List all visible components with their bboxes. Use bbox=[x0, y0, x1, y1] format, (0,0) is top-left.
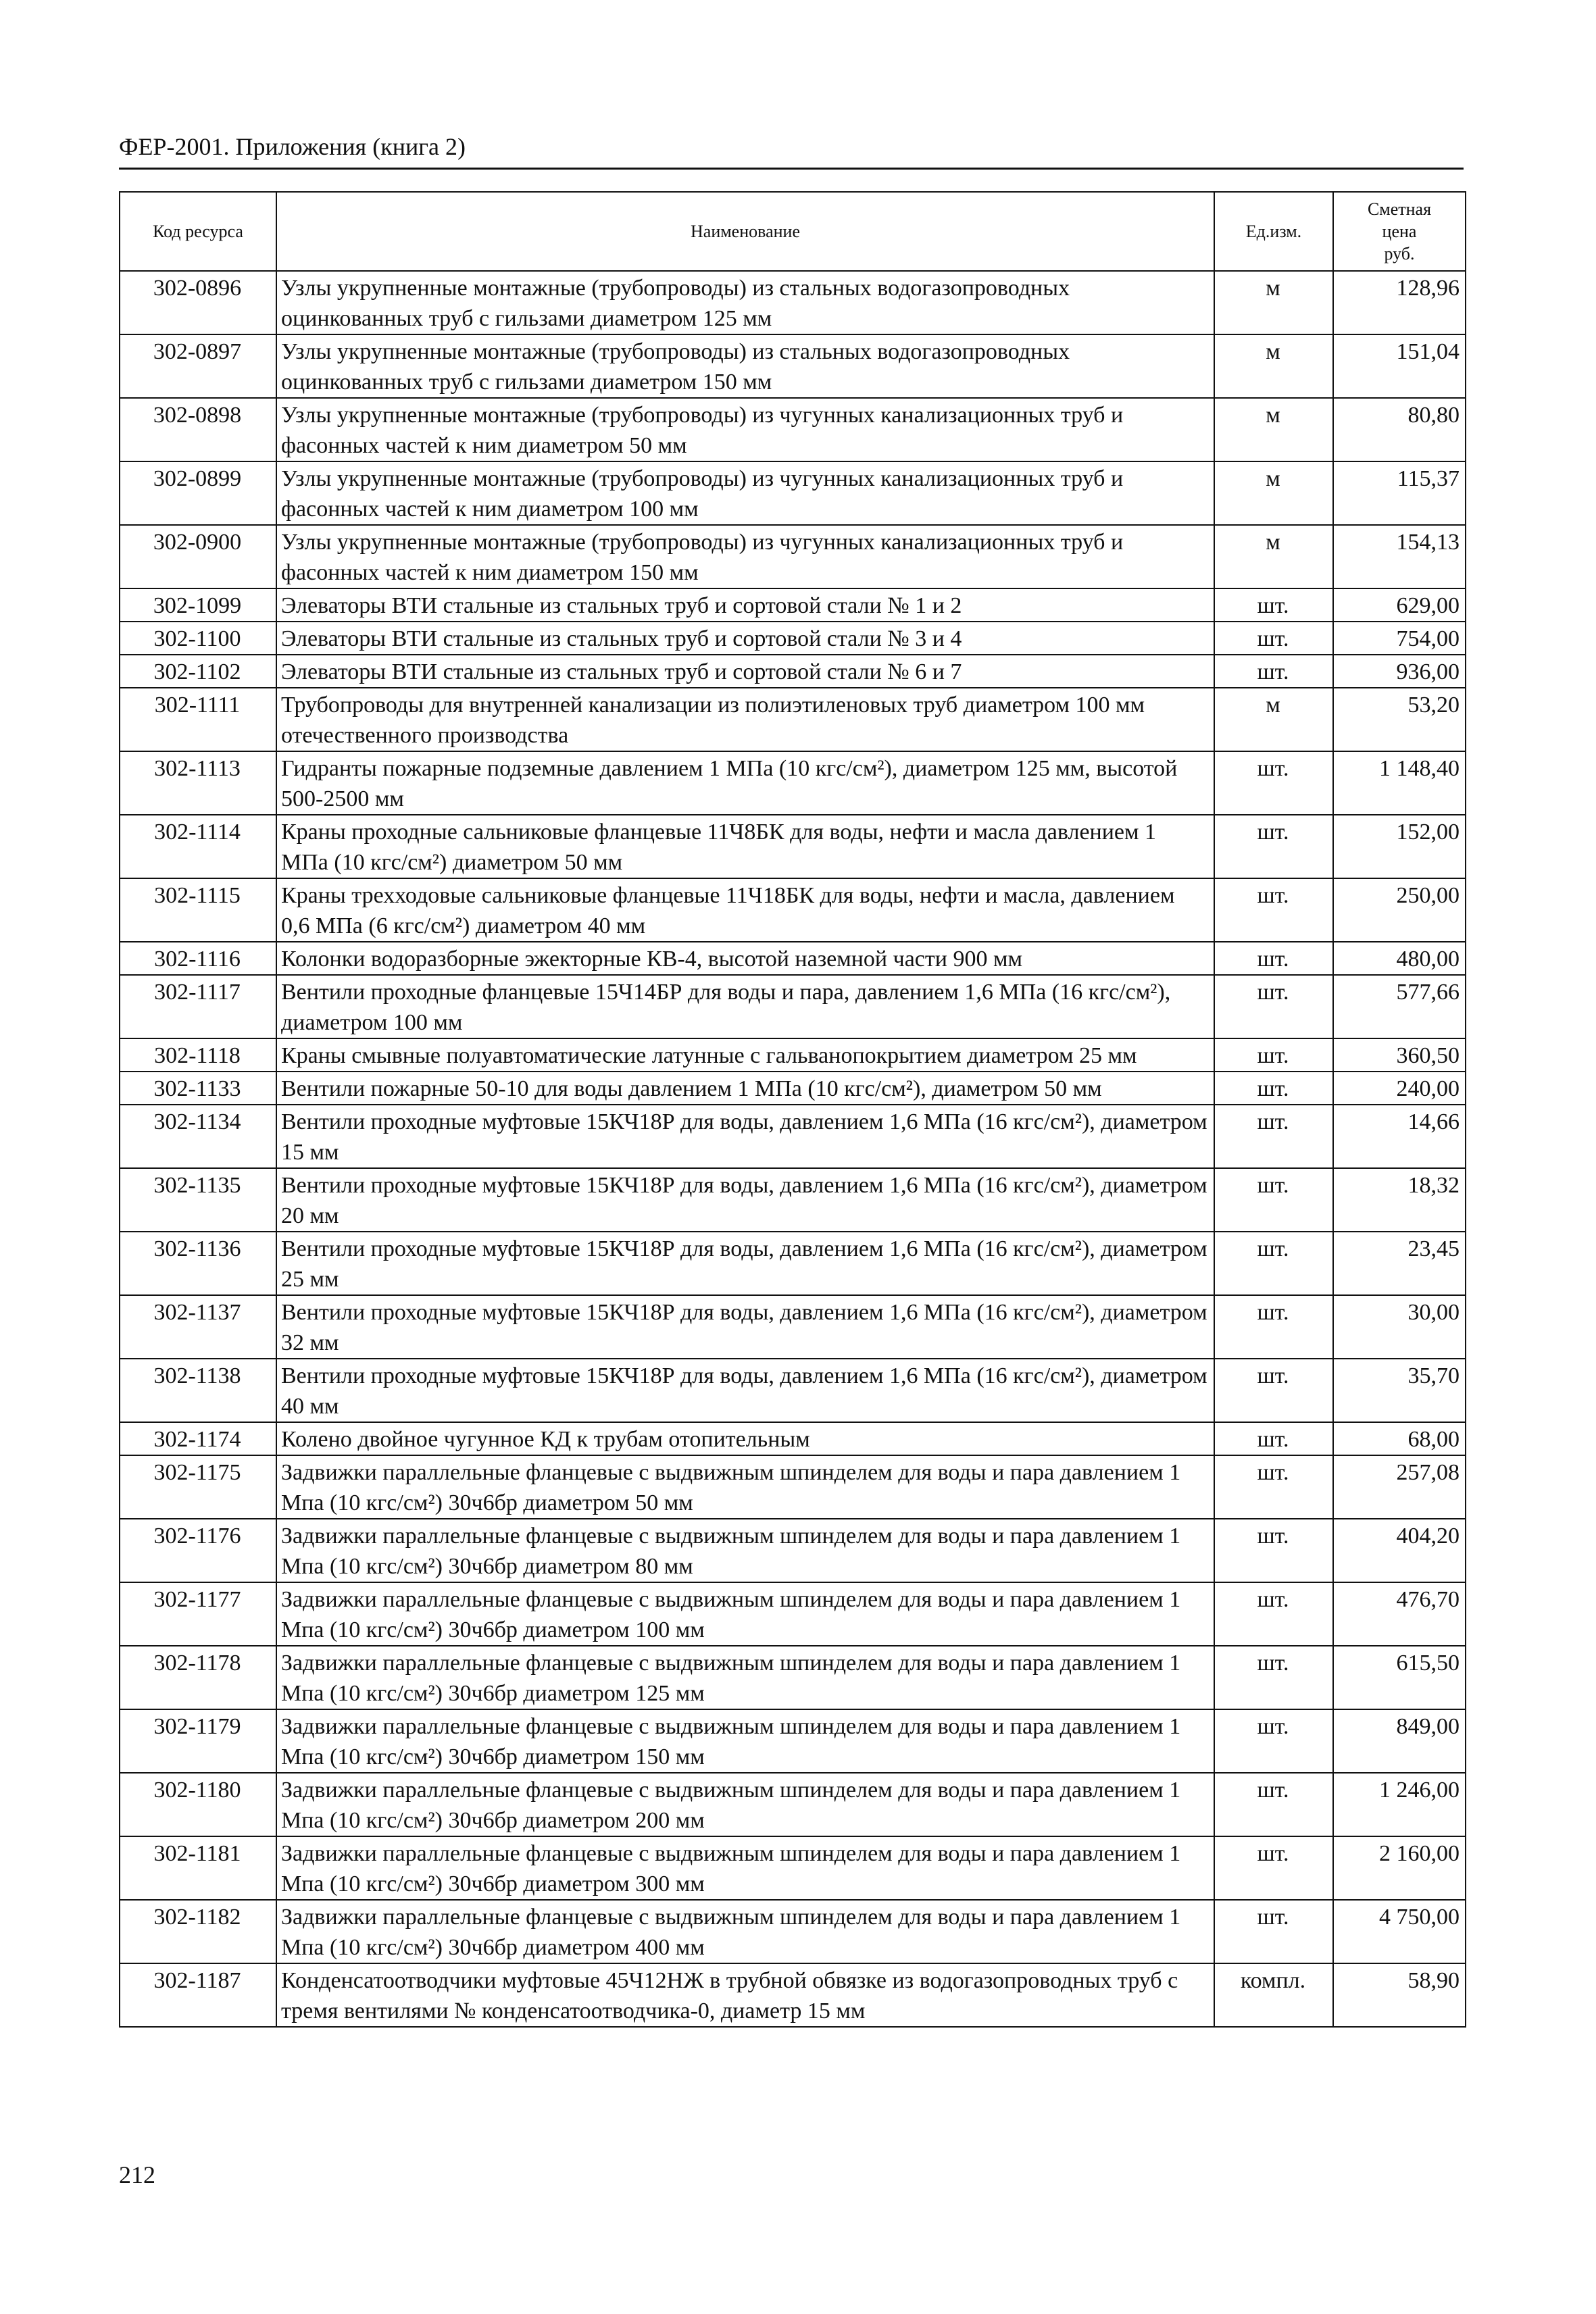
cell-resource-code: 302-1134 bbox=[120, 1105, 276, 1168]
header-divider bbox=[119, 168, 1464, 170]
table-row bbox=[120, 1519, 1466, 1582]
cell-resource-name: Задвижки параллельные фланцевые с выдвижным шпинделем для воды и пара давлением 1 Мпа (10 кгс/см²) 30ч6бр диаметром 200 мм bbox=[276, 1773, 1214, 1836]
table-row bbox=[120, 1646, 1466, 1709]
cell-price: 257,08 bbox=[1333, 1455, 1466, 1519]
cell-unit: м bbox=[1214, 525, 1333, 588]
cell-unit: шт. bbox=[1214, 1900, 1333, 1963]
table-row bbox=[120, 815, 1466, 878]
cell-price: 53,20 bbox=[1333, 688, 1466, 751]
cell-resource-code: 302-0897 bbox=[120, 334, 276, 398]
cell-unit: шт. bbox=[1214, 1709, 1333, 1773]
cell-price: 18,32 bbox=[1333, 1168, 1466, 1232]
table-row bbox=[120, 525, 1466, 588]
cell-resource-name: Вентили пожарные 50-10 для воды давлением 1 МПа (10 кгс/см²), диаметром 50 мм bbox=[276, 1072, 1214, 1105]
cell-price: 849,00 bbox=[1333, 1709, 1466, 1773]
cell-resource-code: 302-1181 bbox=[120, 1836, 276, 1900]
cell-resource-code: 302-0898 bbox=[120, 398, 276, 461]
cell-price: 4 750,00 bbox=[1333, 1900, 1466, 1963]
table-row bbox=[120, 1232, 1466, 1295]
cell-price: 1 246,00 bbox=[1333, 1773, 1466, 1836]
cell-price: 577,66 bbox=[1333, 975, 1466, 1038]
cell-resource-code: 302-1177 bbox=[120, 1582, 276, 1646]
page-number: 212 bbox=[119, 2161, 155, 2188]
cell-resource-name: Задвижки параллельные фланцевые с выдвижным шпинделем для воды и пара давлением 1 Мпа (10 кгс/см²) 30ч6бр диаметром 80 мм bbox=[276, 1519, 1214, 1582]
table-row bbox=[120, 334, 1466, 398]
cell-price: 58,90 bbox=[1333, 1963, 1466, 2027]
cell-unit: м bbox=[1214, 688, 1333, 751]
cell-price: 1 148,40 bbox=[1333, 751, 1466, 815]
cell-resource-code: 302-1180 bbox=[120, 1773, 276, 1836]
cell-unit: м bbox=[1214, 398, 1333, 461]
cell-price: 2 160,00 bbox=[1333, 1836, 1466, 1900]
cell-resource-name: Узлы укрупненные монтажные (трубопроводы) из чугунных канализационных труб и фасонных частей к ним диаметром 150 мм bbox=[276, 525, 1214, 588]
cell-resource-code: 302-1187 bbox=[120, 1963, 276, 2027]
table-row bbox=[120, 622, 1466, 655]
cell-resource-name: Вентили проходные муфтовые 15КЧ18Р для воды, давлением 1,6 МПа (16 кгс/см²), диаметром 15 мм bbox=[276, 1105, 1214, 1168]
cell-unit: шт. bbox=[1214, 1836, 1333, 1900]
cell-resource-name: Элеваторы ВТИ стальные из стальных труб и сортовой стали № 1 и 2 bbox=[276, 588, 1214, 622]
table-row bbox=[120, 1105, 1466, 1168]
table-row bbox=[120, 271, 1466, 334]
resource-price-table bbox=[119, 191, 1466, 2028]
cell-resource-code: 302-0899 bbox=[120, 461, 276, 525]
cell-unit: шт. bbox=[1214, 1295, 1333, 1359]
cell-unit: шт. bbox=[1214, 588, 1333, 622]
table-row bbox=[120, 878, 1466, 942]
table-header-row bbox=[120, 192, 1466, 271]
table-row bbox=[120, 942, 1466, 975]
cell-resource-code: 302-1116 bbox=[120, 942, 276, 975]
table-row bbox=[120, 1455, 1466, 1519]
cell-resource-code: 302-1178 bbox=[120, 1646, 276, 1709]
table-row bbox=[120, 655, 1466, 688]
column-header-price bbox=[1333, 192, 1466, 271]
cell-resource-code: 302-1137 bbox=[120, 1295, 276, 1359]
cell-price: 14,66 bbox=[1333, 1105, 1466, 1168]
cell-resource-code: 302-1135 bbox=[120, 1168, 276, 1232]
table-row bbox=[120, 1038, 1466, 1072]
cell-unit: шт. bbox=[1214, 942, 1333, 975]
cell-unit: шт. bbox=[1214, 1232, 1333, 1295]
cell-resource-code: 302-1117 bbox=[120, 975, 276, 1038]
cell-unit: шт. bbox=[1214, 1455, 1333, 1519]
table-row bbox=[120, 1709, 1466, 1773]
cell-unit: шт. bbox=[1214, 1582, 1333, 1646]
table-row bbox=[120, 1295, 1466, 1359]
cell-resource-name: Конденсатоотводчики муфтовые 45Ч12НЖ в трубной обвязке из водогазопроводных труб с тремя вентилями № конденсатоотводчика-0, диаметр 15 мм bbox=[276, 1963, 1214, 2027]
page-header-title: ФЕР-2001. Приложения (книга 2) bbox=[119, 133, 466, 160]
cell-price: 615,50 bbox=[1333, 1646, 1466, 1709]
cell-resource-code: 302-1176 bbox=[120, 1519, 276, 1582]
cell-resource-code: 302-1115 bbox=[120, 878, 276, 942]
cell-resource-name: Задвижки параллельные фланцевые с выдвижным шпинделем для воды и пара давлением 1 Мпа (10 кгс/см²) 30ч6бр диаметром 100 мм bbox=[276, 1582, 1214, 1646]
table-row bbox=[120, 588, 1466, 622]
cell-price: 68,00 bbox=[1333, 1422, 1466, 1455]
cell-resource-code: 302-1174 bbox=[120, 1422, 276, 1455]
cell-unit: шт. bbox=[1214, 1422, 1333, 1455]
cell-price: 936,00 bbox=[1333, 655, 1466, 688]
table-row bbox=[120, 1773, 1466, 1836]
cell-resource-code: 302-1102 bbox=[120, 655, 276, 688]
cell-unit: шт. bbox=[1214, 1519, 1333, 1582]
cell-resource-name: Элеваторы ВТИ стальные из стальных труб и сортовой стали № 3 и 4 bbox=[276, 622, 1214, 655]
cell-price: 115,37 bbox=[1333, 461, 1466, 525]
cell-resource-code: 302-1113 bbox=[120, 751, 276, 815]
cell-price: 152,00 bbox=[1333, 815, 1466, 878]
cell-resource-name: Вентили проходные муфтовые 15КЧ18Р для воды, давлением 1,6 МПа (16 кгс/см²), диаметром 20 мм bbox=[276, 1168, 1214, 1232]
cell-resource-code: 302-1118 bbox=[120, 1038, 276, 1072]
column-header-price-line1: Сметная bbox=[1367, 199, 1432, 219]
cell-resource-code: 302-0896 bbox=[120, 271, 276, 334]
cell-price: 754,00 bbox=[1333, 622, 1466, 655]
cell-resource-code: 302-1182 bbox=[120, 1900, 276, 1963]
cell-resource-code: 302-1179 bbox=[120, 1709, 276, 1773]
cell-resource-name: Колено двойное чугунное КД к трубам отопительным bbox=[276, 1422, 1214, 1455]
table-row bbox=[120, 1963, 1466, 2027]
cell-unit: шт. bbox=[1214, 1105, 1333, 1168]
cell-unit: шт. bbox=[1214, 751, 1333, 815]
cell-resource-code: 302-1175 bbox=[120, 1455, 276, 1519]
cell-unit: шт. bbox=[1214, 975, 1333, 1038]
cell-resource-code: 302-1100 bbox=[120, 622, 276, 655]
column-header-price-line2: цена bbox=[1382, 222, 1417, 241]
cell-resource-name: Узлы укрупненные монтажные (трубопроводы) из чугунных канализационных труб и фасонных частей к ним диаметром 100 мм bbox=[276, 461, 1214, 525]
cell-resource-code: 302-0900 bbox=[120, 525, 276, 588]
table-row bbox=[120, 1359, 1466, 1422]
cell-price: 480,00 bbox=[1333, 942, 1466, 975]
table-row bbox=[120, 1422, 1466, 1455]
cell-resource-name: Задвижки параллельные фланцевые с выдвижным шпинделем для воды и пара давлением 1 Мпа (10 кгс/см²) 30ч6бр диаметром 300 мм bbox=[276, 1836, 1214, 1900]
cell-resource-name: Задвижки параллельные фланцевые с выдвижным шпинделем для воды и пара давлением 1 Мпа (10 кгс/см²) 30ч6бр диаметром 150 мм bbox=[276, 1709, 1214, 1773]
cell-unit: шт. bbox=[1214, 1072, 1333, 1105]
cell-resource-name: Узлы укрупненные монтажные (трубопроводы) из чугунных канализационных труб и фасонных частей к ним диаметром 50 мм bbox=[276, 398, 1214, 461]
cell-unit: шт. bbox=[1214, 622, 1333, 655]
cell-resource-name: Узлы укрупненные монтажные (трубопроводы) из стальных водогазопроводных оцинкованных труб с гильзами диаметром 125 мм bbox=[276, 271, 1214, 334]
cell-resource-name: Трубопроводы для внутренней канализации из полиэтиленовых труб диаметром 100 мм отечественного производства bbox=[276, 688, 1214, 751]
cell-price: 35,70 bbox=[1333, 1359, 1466, 1422]
cell-resource-name: Задвижки параллельные фланцевые с выдвижным шпинделем для воды и пара давлением 1 Мпа (10 кгс/см²) 30ч6бр диаметром 400 мм bbox=[276, 1900, 1214, 1963]
cell-unit: шт. bbox=[1214, 1773, 1333, 1836]
column-header-unit: Ед.изм. bbox=[1214, 192, 1333, 271]
cell-price: 404,20 bbox=[1333, 1519, 1466, 1582]
cell-resource-name: Узлы укрупненные монтажные (трубопроводы) из стальных водогазопроводных оцинкованных труб с гильзами диаметром 150 мм bbox=[276, 334, 1214, 398]
cell-resource-name: Вентили проходные муфтовые 15КЧ18Р для воды, давлением 1,6 МПа (16 кгс/см²), диаметром 25 мм bbox=[276, 1232, 1214, 1295]
table-row bbox=[120, 1836, 1466, 1900]
cell-resource-code: 302-1099 bbox=[120, 588, 276, 622]
cell-price: 629,00 bbox=[1333, 588, 1466, 622]
cell-resource-code: 302-1114 bbox=[120, 815, 276, 878]
cell-unit: шт. bbox=[1214, 815, 1333, 878]
cell-price: 476,70 bbox=[1333, 1582, 1466, 1646]
cell-resource-name: Задвижки параллельные фланцевые с выдвижным шпинделем для воды и пара давлением 1 Мпа (10 кгс/см²) 30ч6бр диаметром 50 мм bbox=[276, 1455, 1214, 1519]
cell-unit: шт. bbox=[1214, 1646, 1333, 1709]
cell-unit: шт. bbox=[1214, 1038, 1333, 1072]
table-row bbox=[120, 1168, 1466, 1232]
cell-unit: шт. bbox=[1214, 1359, 1333, 1422]
cell-resource-code: 302-1133 bbox=[120, 1072, 276, 1105]
cell-price: 30,00 bbox=[1333, 1295, 1466, 1359]
cell-unit: шт. bbox=[1214, 1168, 1333, 1232]
column-header-name: Наименование bbox=[276, 192, 1214, 271]
cell-resource-name: Вентили проходные муфтовые 15КЧ18Р для воды, давлением 1,6 МПа (16 кгс/см²), диаметром 40 мм bbox=[276, 1359, 1214, 1422]
cell-resource-code: 302-1111 bbox=[120, 688, 276, 751]
cell-resource-name: Задвижки параллельные фланцевые с выдвижным шпинделем для воды и пара давлением 1 Мпа (10 кгс/см²) 30ч6бр диаметром 125 мм bbox=[276, 1646, 1214, 1709]
cell-unit: м bbox=[1214, 461, 1333, 525]
table-row bbox=[120, 688, 1466, 751]
cell-resource-name: Краны смывные полуавтоматические латунные с гальванопокрытием диаметром 25 мм bbox=[276, 1038, 1214, 1072]
cell-resource-name: Вентили проходные муфтовые 15КЧ18Р для воды, давлением 1,6 МПа (16 кгс/см²), диаметром 32 мм bbox=[276, 1295, 1214, 1359]
cell-resource-name: Гидранты пожарные подземные давлением 1 МПа (10 кгс/см²), диаметром 125 мм, высотой 500-2500 мм bbox=[276, 751, 1214, 815]
cell-resource-name: Краны проходные сальниковые фланцевые 11Ч8БК для воды, нефти и масла давлением 1 МПа (10 кгс/см²) диаметром 50 мм bbox=[276, 815, 1214, 878]
cell-price: 154,13 bbox=[1333, 525, 1466, 588]
table-body bbox=[120, 271, 1466, 2027]
table-row bbox=[120, 975, 1466, 1038]
cell-unit: компл. bbox=[1214, 1963, 1333, 2027]
table-row bbox=[120, 751, 1466, 815]
cell-unit: шт. bbox=[1214, 655, 1333, 688]
cell-price: 360,50 bbox=[1333, 1038, 1466, 1072]
table-row bbox=[120, 398, 1466, 461]
column-header-price-line3: руб. bbox=[1384, 244, 1415, 263]
table-row bbox=[120, 1900, 1466, 1963]
cell-price: 240,00 bbox=[1333, 1072, 1466, 1105]
cell-resource-name: Элеваторы ВТИ стальные из стальных труб и сортовой стали № 6 и 7 bbox=[276, 655, 1214, 688]
cell-price: 151,04 bbox=[1333, 334, 1466, 398]
table-row bbox=[120, 461, 1466, 525]
cell-resource-code: 302-1138 bbox=[120, 1359, 276, 1422]
cell-price: 23,45 bbox=[1333, 1232, 1466, 1295]
cell-price: 250,00 bbox=[1333, 878, 1466, 942]
column-header-code: Код ресурса bbox=[120, 192, 276, 271]
cell-unit: м bbox=[1214, 271, 1333, 334]
cell-resource-name: Краны трехходовые сальниковые фланцевые 11Ч18БК для воды, нефти и масла, давлением 0,6 МПа (6 кгс/см²) диаметром 40 мм bbox=[276, 878, 1214, 942]
cell-price: 128,96 bbox=[1333, 271, 1466, 334]
cell-unit: шт. bbox=[1214, 878, 1333, 942]
cell-price: 80,80 bbox=[1333, 398, 1466, 461]
cell-resource-name: Вентили проходные фланцевые 15Ч14БР для воды и пара, давлением 1,6 МПа (16 кгс/см²), диаметром 100 мм bbox=[276, 975, 1214, 1038]
cell-unit: м bbox=[1214, 334, 1333, 398]
table-row bbox=[120, 1582, 1466, 1646]
cell-resource-code: 302-1136 bbox=[120, 1232, 276, 1295]
table-row bbox=[120, 1072, 1466, 1105]
cell-resource-name: Колонки водоразборные эжекторные КВ-4, высотой наземной части 900 мм bbox=[276, 942, 1214, 975]
